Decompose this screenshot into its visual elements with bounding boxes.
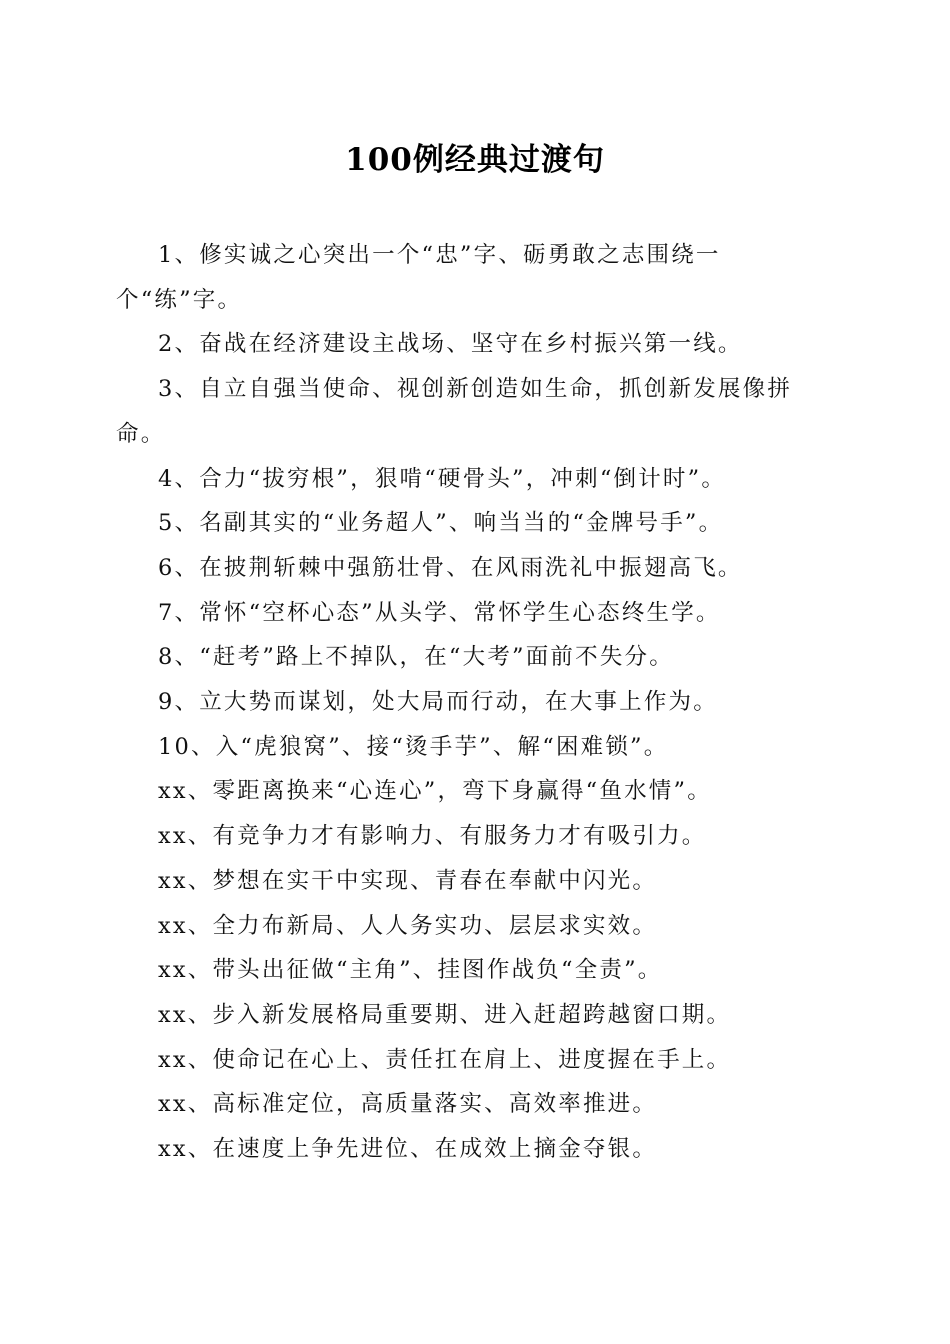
list-item: xx、高标准定位，高质量落实、高效率推进。	[158, 1091, 658, 1118]
list-item: xx、步入新发展格局重要期、进入赶超跨越窗口期。	[158, 1001, 732, 1028]
list-item: 6、在披荆斩棘中强筋壮骨、在风雨洗礼中振翅高飞。	[158, 554, 743, 581]
document-title: 100例经典过渡句	[345, 142, 605, 178]
list-item: xx、零距离换来“心连心”，弯下身赢得“鱼水情”。	[158, 778, 712, 805]
list-item: xx、全力布新局、人人务实功、层层求实效。	[158, 912, 658, 939]
list-item: xx、梦想在实干中实现、青春在奉献中闪光。	[158, 867, 658, 894]
list-item: 10、入“虎狼窝”、接“烫手芋”、解“困难锁”。	[158, 733, 669, 760]
list-item: 1、修实诚之心突出一个“忠”字、砺勇敢之志围绕一个“练”字。	[116, 242, 721, 313]
document-body	[116, 233, 836, 1172]
list-item: 5、名副其实的“业务超人”、响当当的“金牌号手”。	[158, 510, 724, 537]
list-item: 8、“赶考”路上不掉队，在“大考”面前不失分。	[158, 644, 674, 671]
list-item: 4、合力“拔穷根”，狠啃“硬骨头”，冲刺“倒计时”。	[158, 465, 727, 492]
list-item: 3、自立自强当使命、视创新创造如生命，抓创新发展像拼命。	[116, 376, 793, 447]
list-item: xx、带头出征做“主角”、挂图作战负“全责”。	[158, 957, 663, 984]
list-item: 2、奋战在经济建设主战场、坚守在乡村振兴第一线。	[158, 331, 743, 358]
list-item: xx、有竞争力才有影响力、有服务力才有吸引力。	[158, 823, 707, 850]
list-item: 7、常怀“空杯心态”从头学、常怀学生心态终生学。	[158, 599, 721, 626]
list-item: xx、在速度上争先进位、在成效上摘金夺银。	[158, 1136, 658, 1163]
list-item: 9、立大势而谋划，处大局而行动，在大事上作为。	[158, 689, 718, 716]
list-item: xx、使命记在心上、责任扛在肩上、进度握在手上。	[158, 1046, 732, 1073]
